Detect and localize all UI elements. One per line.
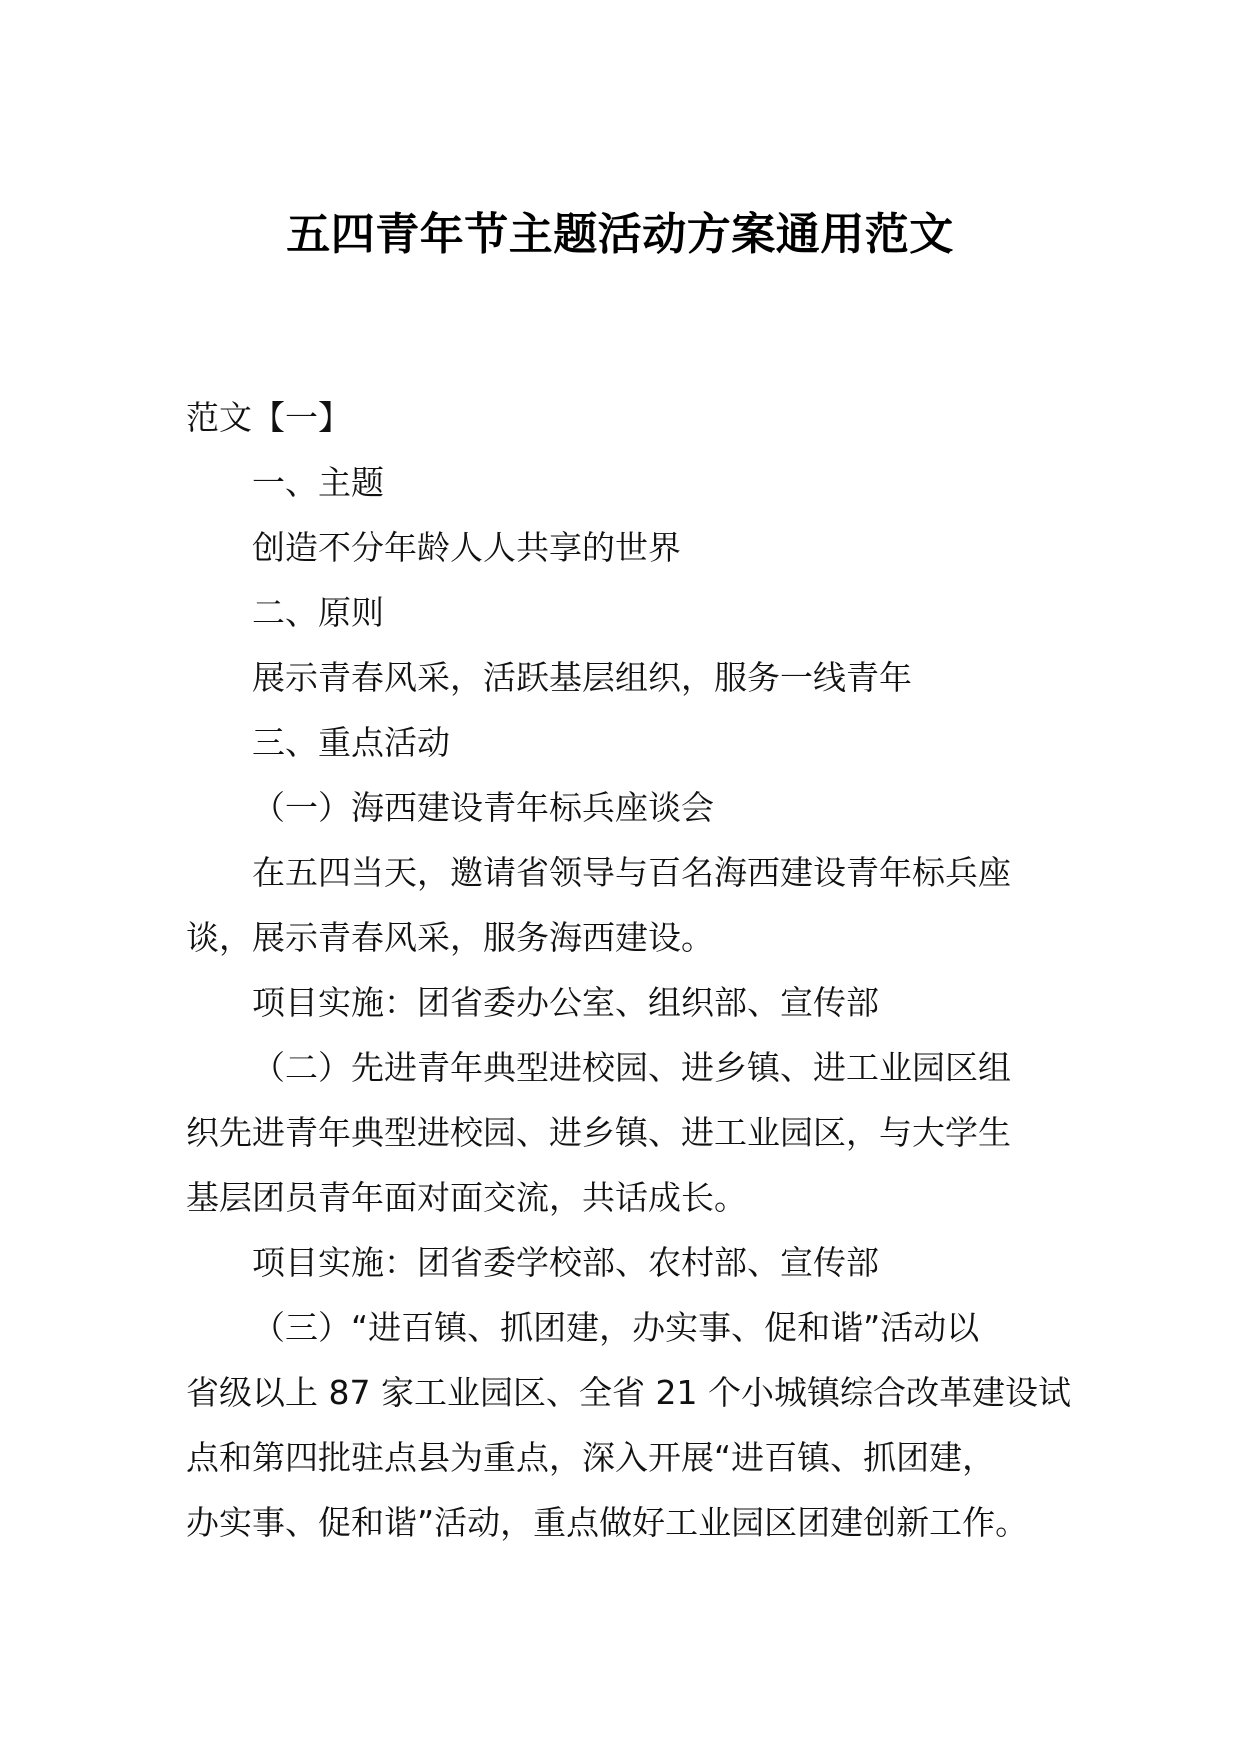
document-body: [186, 385, 1071, 1555]
heading-principle: 二、原则: [252, 593, 384, 632]
project-implementation-line: 项目实施：团省委办公室、组织部、宣传部: [252, 983, 879, 1022]
section-heading-fanwen-1: 范文【一】: [186, 398, 351, 437]
heading-key-activities: 三、重点活动: [252, 723, 450, 762]
paragraph-line: 谈，展示青春风采，服务海西建设。: [186, 918, 714, 957]
paragraph-line: 织先进青年典型进校园、进乡镇、进工业园区，与大学生: [186, 1113, 1011, 1152]
paragraph-line: 在五四当天，邀请省领导与百名海西建设青年标兵座: [252, 853, 1011, 892]
project-implementation-line: 项目实施：团省委学校部、农村部、宣传部: [252, 1243, 879, 1282]
paragraph-line: 展示青春风采，活跃基层组织，服务一线青年: [252, 658, 912, 697]
paragraph-line: 省级以上 87 家工业园区、全省 21 个小城镇综合改革建设试: [186, 1373, 1071, 1412]
paragraph-line: 点和第四批驻点县为重点，深入开展“进百镇、抓团建，: [186, 1438, 996, 1477]
subheading-activity-3: （三）“进百镇、抓团建，办实事、促和谐”活动以: [252, 1308, 980, 1347]
document-title: 五四青年节主题活动方案通用范文: [286, 209, 954, 260]
paragraph-line: 办实事、促和谐”活动，重点做好工业园区团建创新工作。: [186, 1503, 1029, 1542]
subheading-activity-2: （二）先进青年典型进校园、进乡镇、进工业园区组: [252, 1048, 1011, 1087]
heading-theme: 一、主题: [252, 463, 384, 502]
subheading-activity-1: （一）海西建设青年标兵座谈会: [252, 788, 714, 827]
paragraph-line: 创造不分年龄人人共享的世界: [252, 528, 681, 567]
paragraph-line: 基层团员青年面对面交流，共话成长。: [186, 1178, 747, 1217]
